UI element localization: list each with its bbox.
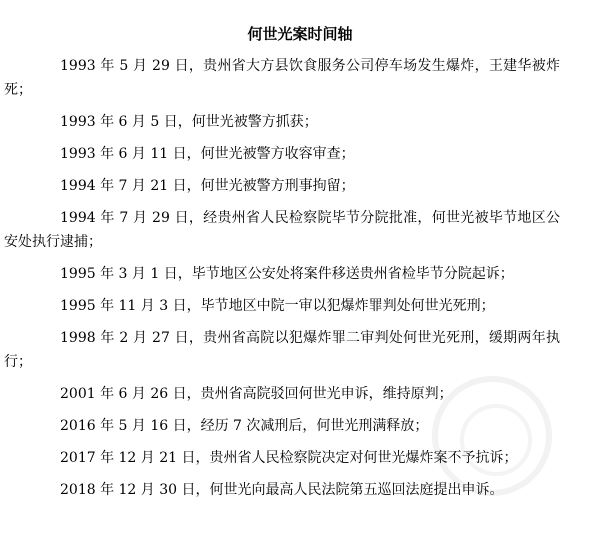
timeline-entry: 1998 年 2 月 27 日，贵州省高院以犯爆炸罪二审判处何世光死刑，缓期两年执行； [4,330,560,370]
timeline-entry: 1993 年 5 月 29 日，贵州省大方县饮食服务公司停车场发生爆炸，王建华被炸死； [4,58,560,98]
timeline-entry: 2001 年 6 月 26 日，贵州省高院驳回何世光申诉，维持原判； [60,386,453,402]
timeline-entry: 2016 年 5 月 16 日，经历 7 次减刑后，何世光刑满释放； [60,418,429,434]
timeline-entry: 1993 年 6 月 11 日，何世光被警方收容审查； [60,146,355,162]
timeline-entry: 2017 年 12 月 21 日，贵州省人民检察院决定对何世光爆炸案不予抗诉； [60,450,518,466]
timeline-entry: 1994 年 7 月 21 日，何世光被警方刑事拘留； [60,178,355,194]
timeline-entry: 1995 年 3 月 1 日，毕节地区公安处将案件移送贵州省检毕节分院起诉； [60,266,514,282]
timeline-entry: 1994 年 7 月 29 日，经贵州省人民检察院毕节分院批准，何世光被毕节地区公安处执行逮捕； [4,210,560,250]
document-title: 何世光案时间轴 [247,25,353,43]
timeline-list [4,54,560,502]
timeline-entry: 1993 年 6 月 5 日，何世光被警方抓获； [60,114,318,130]
timeline-entry: 1995 年 11 月 3 日，毕节地区中院一审以犯爆炸罪判处何世光死刑； [60,298,495,314]
timeline-entry: 2018 年 12 月 30 日，何世光向最高人民法院第五巡回法庭提出申诉。 [60,482,504,498]
